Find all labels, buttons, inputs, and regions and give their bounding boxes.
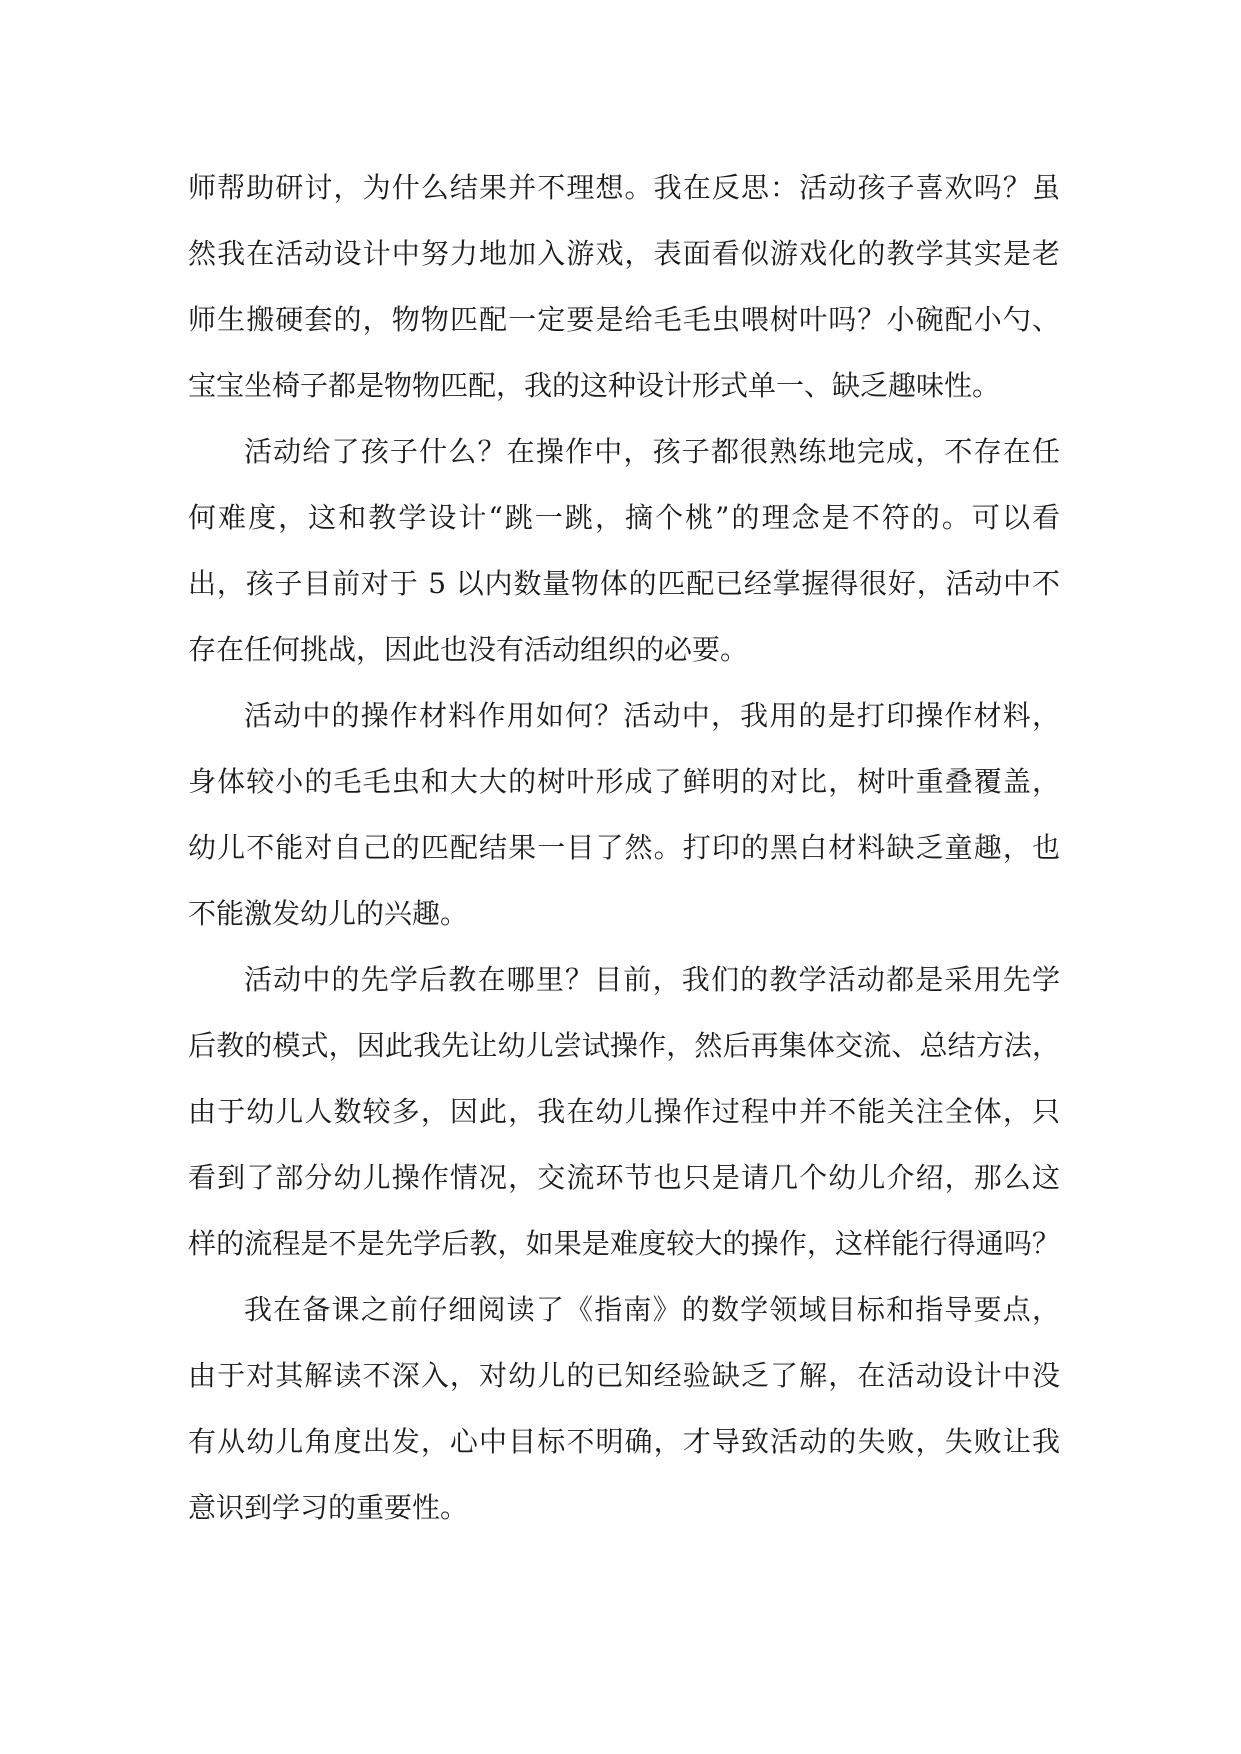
paragraph [188,155,1060,419]
text-line: 活动给了孩子什么？在操作中，孩子都很熟练地完成，不存在任 [244,435,1060,468]
text-line: 我在备课之前仔细阅读了《指南》的数学领域目标和指导要点， [244,1293,1060,1326]
paragraph [188,419,1060,683]
text-line: 宝宝坐椅子都是物物匹配，我的这种设计形式单一、缺乏趣味性。 [188,369,1001,402]
paragraph [188,1277,1060,1541]
text-line: 看到了部分幼儿操作情况，交流环节也只是请几个幼儿介绍，那么这 [188,1161,1060,1194]
text-line: 师帮助研讨，为什么结果并不理想。我在反思：活动孩子喜欢吗？虽 [188,171,1060,204]
text-line: 由于幼儿人数较多，因此，我在幼儿操作过程中并不能关注全体，只 [188,1095,1060,1128]
text-line: 样的流程是不是先学后教，如果是难度较大的操作，这样能行得通吗？ [188,1227,1060,1260]
text-line: 然我在活动设计中努力地加入游戏，表面看似游戏化的教学其实是老 [188,237,1060,270]
text-line: 师生搬硬套的，物物匹配一定要是给毛毛虫喂树叶吗？小碗配小勺、 [188,303,1060,336]
text-line: 活动中的先学后教在哪里？目前，我们的教学活动都是采用先学 [244,963,1060,996]
document-body [188,155,1060,1541]
text-line: 何难度，这和教学设计“跳一跳，摘个桃”的理念是不符的。可以看 [188,501,1060,534]
text-line: 幼儿不能对自己的匹配结果一目了然。打印的黑白材料缺乏童趣，也 [188,831,1060,864]
text-line: 存在任何挑战，因此也没有活动组织的必要。 [188,633,749,666]
text-line: 后教的模式，因此我先让幼儿尝试操作，然后再集体交流、总结方法， [188,1029,1060,1062]
text-line: 由于对其解读不深入，对幼儿的已知经验缺乏了解，在活动设计中没 [188,1359,1060,1392]
paragraph [188,683,1060,947]
text-line: 有从幼儿角度出发，心中目标不明确，才导致活动的失败，失败让我 [188,1425,1060,1458]
text-line: 意识到学习的重要性。 [188,1491,469,1524]
text-line: 不能激发幼儿的兴趣。 [188,897,469,930]
text-line: 活动中的操作材料作用如何？活动中，我用的是打印操作材料， [244,699,1060,732]
text-line: 出，孩子目前对于 5 以内数量物体的匹配已经掌握得很好，活动中不 [188,567,1060,600]
paragraph [188,947,1060,1277]
text-line: 身体较小的毛毛虫和大大的树叶形成了鲜明的对比，树叶重叠覆盖， [188,765,1060,798]
